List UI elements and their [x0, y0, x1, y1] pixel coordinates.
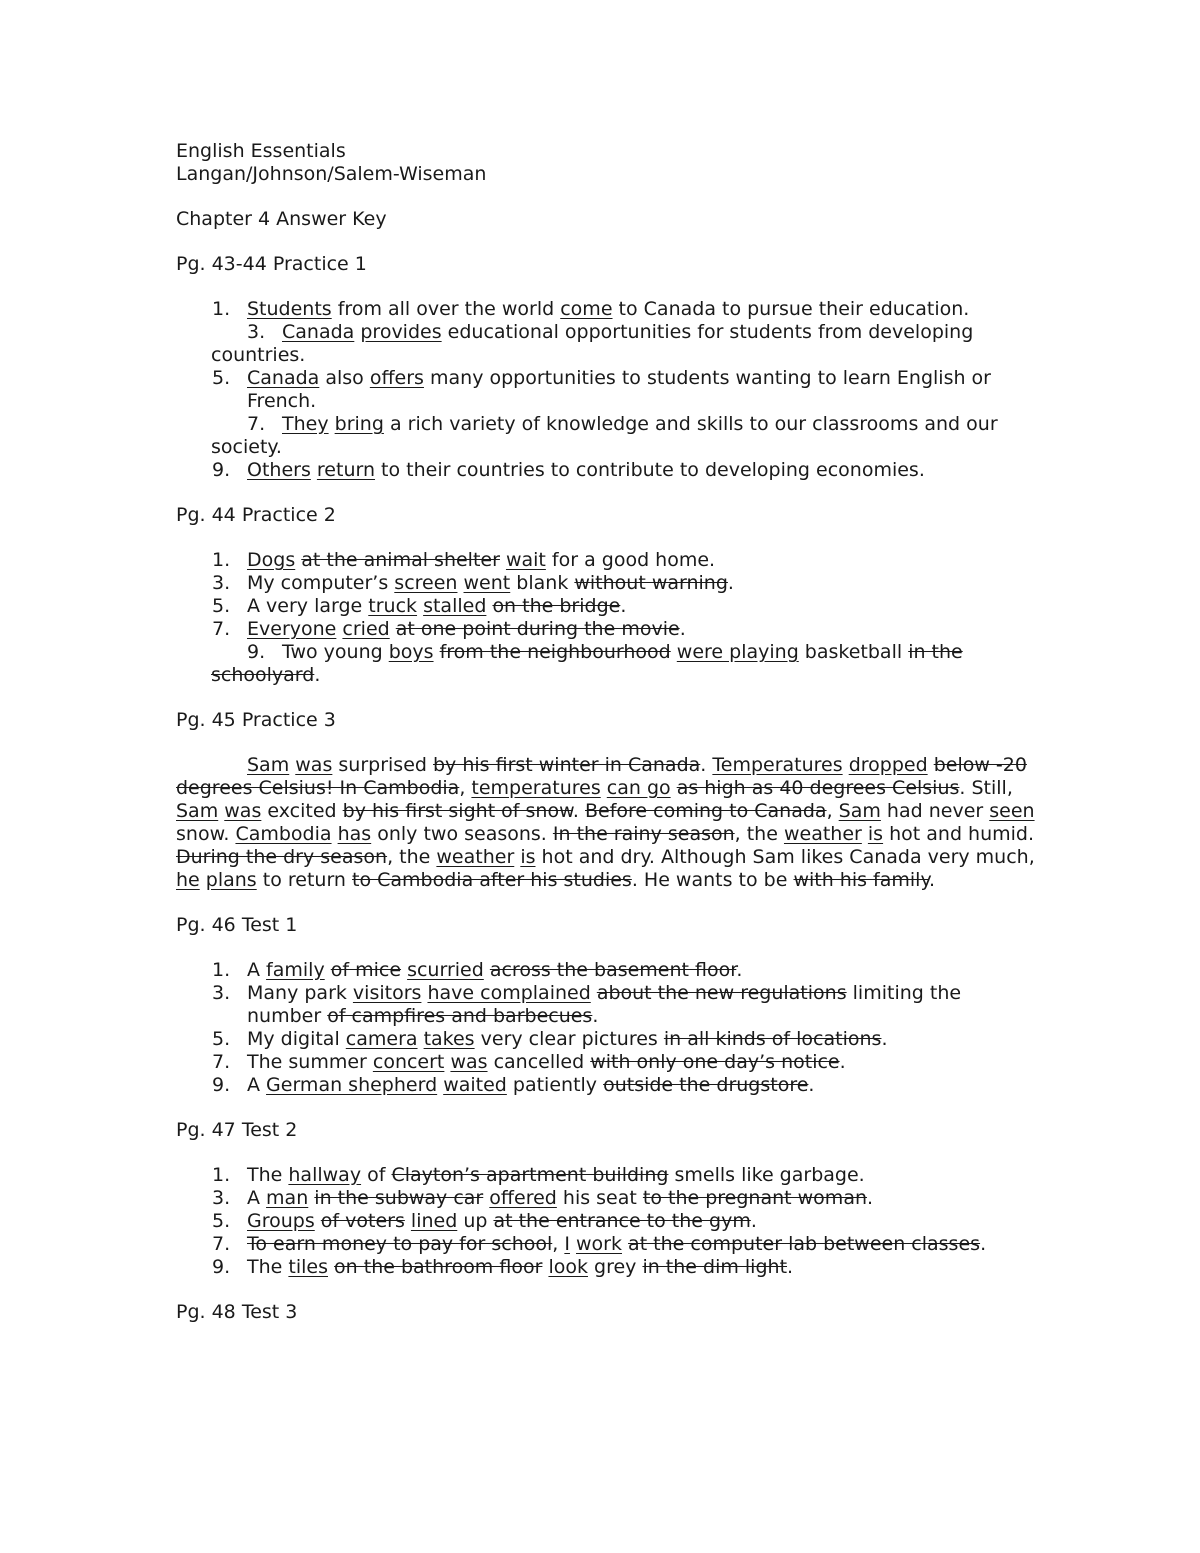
crossed-out-phrase: at the animal shelter — [301, 549, 500, 571]
plain-text: A very large — [247, 595, 369, 617]
plain-text: The summer — [247, 1051, 373, 1073]
underlined-subject-verb: hallway — [288, 1164, 362, 1186]
underlined-subject-verb: Cambodia — [235, 823, 332, 845]
plain-text: from all over the world — [331, 298, 561, 320]
crossed-out-phrase: with only one day’s notice — [590, 1051, 840, 1073]
underlined-subject-verb: return — [316, 459, 376, 481]
answer-item — [176, 1051, 1036, 1074]
plain-text: . — [839, 1051, 846, 1073]
item-number: 7. — [212, 618, 231, 640]
underlined-subject-verb: takes — [423, 1028, 475, 1050]
underlined-subject-verb: Temperatures — [712, 754, 843, 776]
book-authors: Langan/Johnson/Salem-Wiseman — [176, 163, 487, 185]
item-number: 5. — [212, 595, 231, 617]
underlined-subject-verb: look — [548, 1256, 588, 1278]
underlined-subject-verb: provides — [360, 321, 442, 343]
plain-text: snow. — [176, 823, 236, 845]
plain-text: had never — [880, 800, 990, 822]
answer-item — [176, 572, 1036, 595]
plain-text: educational opportunities for students from developing countries. — [211, 321, 974, 366]
crossed-out-phrase: below -20 degrees Celsius! In Cambodia — [176, 754, 1027, 799]
plain-text: grey — [587, 1256, 643, 1278]
item-number: 1. — [212, 549, 231, 571]
plain-text: Many park — [247, 982, 353, 1004]
underlined-subject-verb: Sam — [838, 800, 881, 822]
underlined-subject-verb: scurried — [407, 959, 484, 981]
underlined-subject-verb: have complained — [427, 982, 591, 1004]
underlined-subject-verb: offers — [369, 367, 424, 389]
underlined-subject-verb: Students — [247, 298, 332, 320]
crossed-out-phrase: Clayton’s apartment building — [391, 1164, 669, 1186]
plain-text: also — [319, 367, 370, 389]
underlined-subject-verb: went — [463, 572, 511, 594]
underlined-subject-verb: was — [295, 754, 333, 776]
underlined-subject-verb: They — [282, 413, 329, 435]
plain-text: many opportunities to students wanting to learn English or French. — [247, 367, 991, 412]
answer-item — [176, 1074, 1036, 1097]
underlined-subject-verb: bring — [334, 413, 384, 435]
plain-text: hot and dry. Although Sam likes Canada very much, — [535, 846, 1035, 868]
answer-item — [176, 618, 1036, 641]
crossed-out-phrase: of mice — [330, 959, 402, 981]
item-number: 9. — [247, 641, 266, 663]
section-heading: Pg. 43-44 Practice 1 — [176, 253, 367, 275]
plain-text: Two young — [282, 641, 389, 663]
crossed-out-phrase: by his first winter in Canada — [433, 754, 701, 776]
underlined-subject-verb: family — [266, 959, 325, 981]
underlined-subject-verb: boys — [388, 641, 434, 663]
item-number: 3. — [247, 321, 266, 343]
underlined-subject-verb: was — [450, 1051, 488, 1073]
answer-item — [176, 1164, 1036, 1187]
plain-text: . — [700, 754, 713, 776]
crossed-out-phrase: across the basement floor — [489, 959, 737, 981]
plain-text: surprised — [332, 754, 433, 776]
crossed-out-phrase: without warning — [574, 572, 728, 594]
underlined-subject-verb: seen — [989, 800, 1035, 822]
chapter-title: Chapter 4 Answer Key — [176, 208, 387, 230]
underlined-subject-verb: weather — [436, 846, 515, 868]
answer-item — [176, 1233, 1036, 1256]
crossed-out-phrase: at the computer lab between classes — [628, 1233, 981, 1255]
answer-item — [176, 1028, 1036, 1051]
plain-text: his seat — [556, 1187, 643, 1209]
underlined-subject-verb: lined — [410, 1210, 458, 1232]
section-heading: Pg. 46 Test 1 — [176, 914, 298, 936]
answer-item — [176, 959, 1036, 982]
underlined-subject-verb: temperatures — [471, 777, 601, 799]
underlined-subject-verb: concert — [372, 1051, 445, 1073]
answer-item — [176, 413, 1036, 459]
plain-text: My computer’s — [247, 572, 395, 594]
underlined-subject-verb: camera — [345, 1028, 418, 1050]
underlined-subject-verb: wait — [505, 549, 546, 571]
underlined-subject-verb: come — [560, 298, 613, 320]
plain-text: . — [572, 800, 585, 822]
underlined-subject-verb: Sam — [247, 754, 290, 776]
underlined-subject-verb: weather — [783, 823, 862, 845]
item-number: 9. — [212, 459, 231, 481]
plain-text: , — [459, 777, 472, 799]
crossed-out-phrase: by his first sight of snow — [342, 800, 573, 822]
crossed-out-phrase: in the dim light — [642, 1256, 788, 1278]
book-title: English Essentials — [176, 140, 346, 162]
plain-text: . — [727, 572, 734, 594]
answer-key-document — [176, 140, 1036, 1324]
answer-item — [176, 595, 1036, 618]
underlined-subject-verb: stalled — [423, 595, 487, 617]
item-number: 3. — [212, 982, 231, 1004]
plain-text: . — [929, 869, 936, 891]
underlined-subject-verb: tiles — [288, 1256, 328, 1278]
plain-text: . — [980, 1233, 987, 1255]
crossed-out-phrase: In the rainy season — [552, 823, 735, 845]
underlined-subject-verb: visitors — [352, 982, 422, 1004]
plain-text: smells like garbage. — [668, 1164, 865, 1186]
plain-text: . — [736, 959, 743, 981]
plain-text: only two seasons. — [371, 823, 553, 845]
item-number: 1. — [212, 959, 231, 981]
item-number: 7. — [247, 413, 266, 435]
underlined-subject-verb: German shepherd — [266, 1074, 438, 1096]
answer-sections — [176, 231, 1036, 1324]
underlined-subject-verb: I — [564, 1233, 570, 1255]
underlined-subject-verb: Dogs — [247, 549, 296, 571]
answer-item — [176, 641, 1036, 687]
answer-item — [176, 549, 1036, 572]
plain-text: , — [552, 1233, 565, 1255]
plain-text: of — [361, 1164, 392, 1186]
underlined-subject-verb: Canada — [247, 367, 320, 389]
plain-text: . — [314, 664, 321, 686]
plain-text: . — [808, 1074, 815, 1096]
item-number: 3. — [212, 572, 231, 594]
plain-text: . He wants to be — [631, 869, 794, 891]
section-heading: Pg. 44 Practice 2 — [176, 504, 336, 526]
item-number: 5. — [212, 1028, 231, 1050]
crossed-out-phrase: to the pregnant woman — [642, 1187, 868, 1209]
plain-text: A — [247, 1187, 267, 1209]
plain-text: The — [247, 1256, 289, 1278]
crossed-out-phrase: on the bathroom floor — [334, 1256, 543, 1278]
underlined-subject-verb: is — [867, 823, 884, 845]
crossed-out-phrase: from the neighbourhood — [439, 641, 671, 663]
item-number: 5. — [212, 1210, 231, 1232]
plain-text: . — [750, 1210, 757, 1232]
answer-item — [176, 321, 1036, 367]
crossed-out-phrase: outside the drugstore — [603, 1074, 809, 1096]
item-number: 3. — [212, 1187, 231, 1209]
plain-text: basketball — [798, 641, 909, 663]
item-number: 1. — [212, 298, 231, 320]
underlined-subject-verb: plans — [205, 869, 257, 891]
section-heading: Pg. 48 Test 3 — [176, 1301, 298, 1323]
underlined-subject-verb: offered — [489, 1187, 557, 1209]
underlined-subject-verb: truck — [368, 595, 418, 617]
plain-text: A — [247, 959, 267, 981]
underlined-subject-verb: has — [337, 823, 372, 845]
plain-text: cancelled — [487, 1051, 591, 1073]
plain-text: The — [247, 1164, 289, 1186]
plain-text: to return — [256, 869, 353, 891]
underlined-subject-verb: can go — [606, 777, 671, 799]
crossed-out-phrase: To earn money to pay for school — [247, 1233, 553, 1255]
plain-text: , the — [734, 823, 784, 845]
underlined-subject-verb: was — [224, 800, 262, 822]
plain-text: . Still, — [959, 777, 1013, 799]
underlined-subject-verb: he — [176, 869, 200, 891]
plain-text: . — [592, 1005, 599, 1027]
underlined-subject-verb: cried — [342, 618, 390, 640]
item-number: 9. — [212, 1074, 231, 1096]
plain-text: . — [620, 595, 627, 617]
answer-item — [176, 1187, 1036, 1210]
answer-item — [176, 459, 1036, 482]
crossed-out-phrase: Before coming to Canada — [585, 800, 827, 822]
underlined-subject-verb: dropped — [848, 754, 928, 776]
crossed-out-phrase: at the entrance to the gym — [493, 1210, 751, 1232]
item-number: 1. — [212, 1164, 231, 1186]
crossed-out-phrase: as high as 40 degrees Celsius — [676, 777, 960, 799]
section-heading: Pg. 45 Practice 3 — [176, 709, 336, 731]
underlined-subject-verb: man — [266, 1187, 309, 1209]
crossed-out-phrase: to Cambodia after his studies — [352, 869, 632, 891]
plain-text: . — [787, 1256, 794, 1278]
answer-item — [176, 1256, 1036, 1279]
plain-text: hot and humid. — [883, 823, 1035, 845]
underlined-subject-verb: screen — [394, 572, 458, 594]
plain-text: , — [826, 800, 839, 822]
crossed-out-phrase: of campfires and barbecues — [327, 1005, 593, 1027]
crossed-out-phrase: in the schoolyard — [211, 641, 963, 686]
answer-item — [176, 982, 1036, 1028]
underlined-subject-verb: Canada — [282, 321, 355, 343]
plain-text: for a good home. — [545, 549, 716, 571]
answer-item — [176, 367, 1036, 413]
crossed-out-phrase: During the dry season — [176, 846, 388, 868]
item-number: 7. — [212, 1051, 231, 1073]
plain-text: blank — [510, 572, 575, 594]
plain-text: up — [457, 1210, 494, 1232]
crossed-out-phrase: in all kinds of locations — [663, 1028, 882, 1050]
plain-text: limiting the number — [247, 982, 962, 1027]
underlined-subject-verb: waited — [443, 1074, 507, 1096]
crossed-out-phrase: with his family — [793, 869, 929, 891]
crossed-out-phrase: in the subway car — [314, 1187, 484, 1209]
plain-text: . — [881, 1028, 888, 1050]
plain-text: A — [247, 1074, 267, 1096]
item-number: 9. — [212, 1256, 231, 1278]
underlined-subject-verb: work — [576, 1233, 622, 1255]
underlined-subject-verb: Everyone — [247, 618, 337, 640]
crossed-out-phrase: about the new regulations — [596, 982, 847, 1004]
plain-text: to their countries to contribute to developing economies. — [375, 459, 925, 481]
underlined-subject-verb: Others — [247, 459, 311, 481]
crossed-out-phrase: on the bridge — [492, 595, 621, 617]
crossed-out-phrase: of voters — [320, 1210, 405, 1232]
item-number: 7. — [212, 1233, 231, 1255]
answer-paragraph — [176, 754, 1036, 892]
plain-text: . — [679, 618, 686, 640]
plain-text: . — [867, 1187, 874, 1209]
underlined-subject-verb: Groups — [247, 1210, 315, 1232]
plain-text: to Canada to pursue their education. — [612, 298, 970, 320]
underlined-subject-verb: Sam — [176, 800, 219, 822]
underlined-subject-verb: is — [520, 846, 536, 868]
plain-text: , the — [387, 846, 437, 868]
answer-item — [176, 298, 1036, 321]
plain-text: patiently — [506, 1074, 604, 1096]
underlined-subject-verb: were playing — [676, 641, 799, 663]
plain-text: excited — [261, 800, 343, 822]
plain-text: My digital — [247, 1028, 346, 1050]
section-heading: Pg. 47 Test 2 — [176, 1119, 298, 1141]
plain-text: very clear pictures — [474, 1028, 664, 1050]
plain-text: a rich variety of knowledge and skills to our classrooms and our society. — [211, 413, 998, 458]
crossed-out-phrase: at one point during the movie — [395, 618, 680, 640]
answer-item — [176, 1210, 1036, 1233]
item-number: 5. — [212, 367, 231, 389]
